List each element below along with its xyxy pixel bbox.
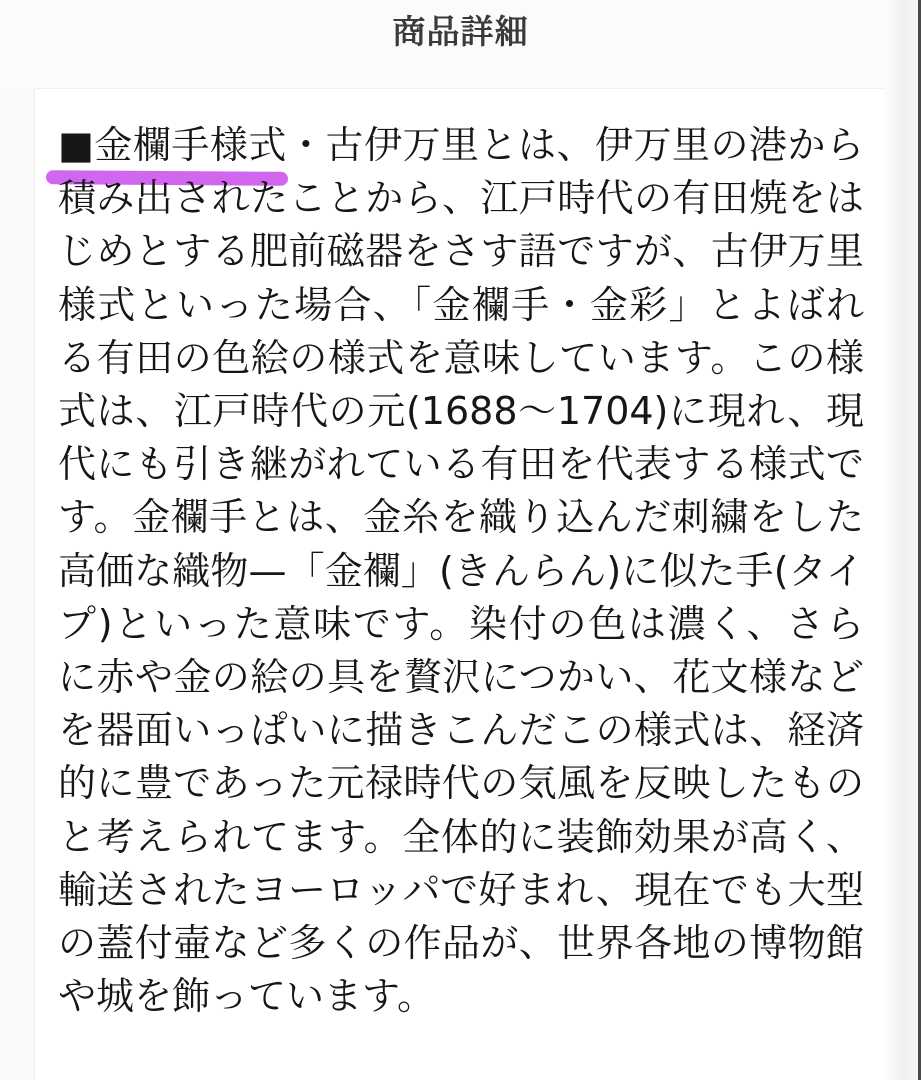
text-line: 式は、江戸時代の元(1688〜1704)に現れ、現 [58,389,864,434]
text-line: 代にも引き継がれている有田を代表する様式で [58,442,864,487]
product-detail-card [34,88,884,1080]
text-line: の蓋付壷など多くの作品が、世界各地の博物館 [58,921,864,966]
right-gutter [884,0,918,1080]
text-line: 輸送されたヨーロッパで好まれ、現在でも大型 [58,867,864,912]
text-line: 的に豊であった元禄時代の気風を反映したもの [58,761,864,806]
text-line: 積み出されたことから、江戸時代の有田焼をは [58,176,864,221]
text-line: や城を飾っています。 [58,974,435,1019]
text-line: と考えられてます。全体的に装飾効果が高く、 [58,814,864,859]
section-title: 商品詳細 [392,12,529,51]
text-line: す。金襴手とは、金糸を織り込んだ刺繍をした [58,495,864,540]
detail-text [35,89,884,1023]
text-line: を器面いっぱいに描きこんだこの様式は、経済 [58,708,864,753]
text-line: る有田の色絵の様式を意味しています。この様 [58,335,864,380]
text-line: ■金欄手様式・古伊万里とは、伊万里の港から [58,123,864,167]
text-line: に赤や金の絵の具を贅沢につかい、花文様など [58,655,864,700]
text-line: 高価な織物—「金襴」(きんらん)に似た手(タイ [58,548,864,593]
text-line: プ)といった意味です。染付の色は濃く、さら [58,601,864,646]
text-line: 様式といった場合、「金襴手・金彩」とよばれ [58,282,864,327]
section-header [0,0,921,88]
text-line: じめとする肥前磁器をさす語ですが、古伊万里 [58,229,864,274]
